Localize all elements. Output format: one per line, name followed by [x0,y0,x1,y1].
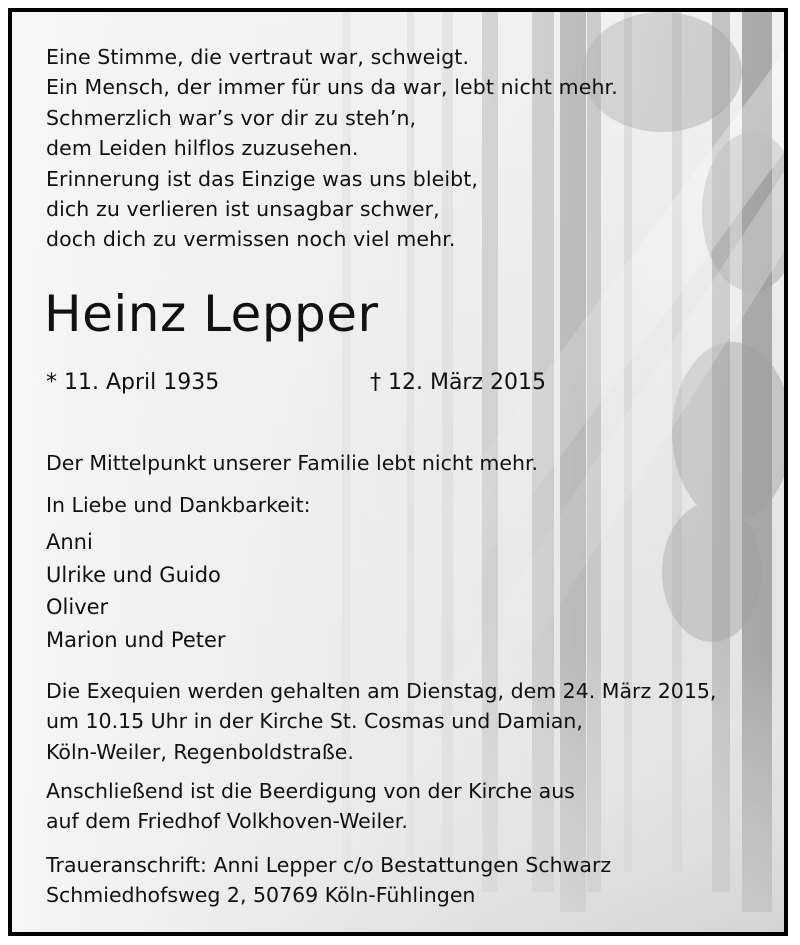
poem-line: Erinnerung ist das Einzige was uns bleibt, [46,166,479,191]
poem-line: dich zu verlieren ist unsagbar schwer, [46,197,440,222]
deceased-name: Heinz Lepper [44,285,379,343]
poem-line: Schmerzlich war’s vor dir zu steh’n, [46,105,417,130]
family-member: Oliver [46,595,109,619]
service-line: Köln-Weiler, Regenboldstraße. [46,739,354,764]
service-info [46,676,716,767]
poem-line: dem Leiden hilflos zuzusehen. [46,136,359,161]
poem-line: Eine Stimme, die vertraut war, schweigt. [46,45,470,69]
family-list [46,526,226,656]
family-member: Ulrike und Guido [46,562,221,587]
death-date: † 12. März 2015 [370,370,547,395]
burial-line: auf dem Friedhof Volkhoven-Weiler. [46,809,408,834]
burial-line: Anschließend ist die Beerdigung von der Kirche aus [46,779,575,803]
poem-line: Ein Mensch, der immer für uns da war, lebt nicht mehr. [46,75,618,100]
service-line: um 10.15 Uhr in der Kirche St. Cosmas und Damian, [46,709,583,734]
family-message: Der Mittelpunkt unserer Familie lebt nicht mehr. [46,451,539,475]
poem-line: doch dich zu vermissen noch viel mehr. [46,227,456,252]
burial-info [46,776,575,837]
family-member: Anni [46,530,93,554]
mourning-address [46,850,611,911]
birth-date: * 11. April 1935 [46,370,220,395]
poem [46,42,618,255]
address-line: Schmiedhofsweg 2, 50769 Köln-Fühlingen [46,883,476,908]
gratitude-line: In Liebe und Dankbarkeit: [46,493,311,517]
service-line: Die Exequien werden gehalten am Dienstag, dem 24. März 2015, [46,679,717,703]
family-member: Marion und Peter [46,627,226,652]
obituary-frame [8,8,788,936]
address-line: Traueranschrift: Anni Lepper c/o Bestattungen Schwarz [46,853,612,877]
